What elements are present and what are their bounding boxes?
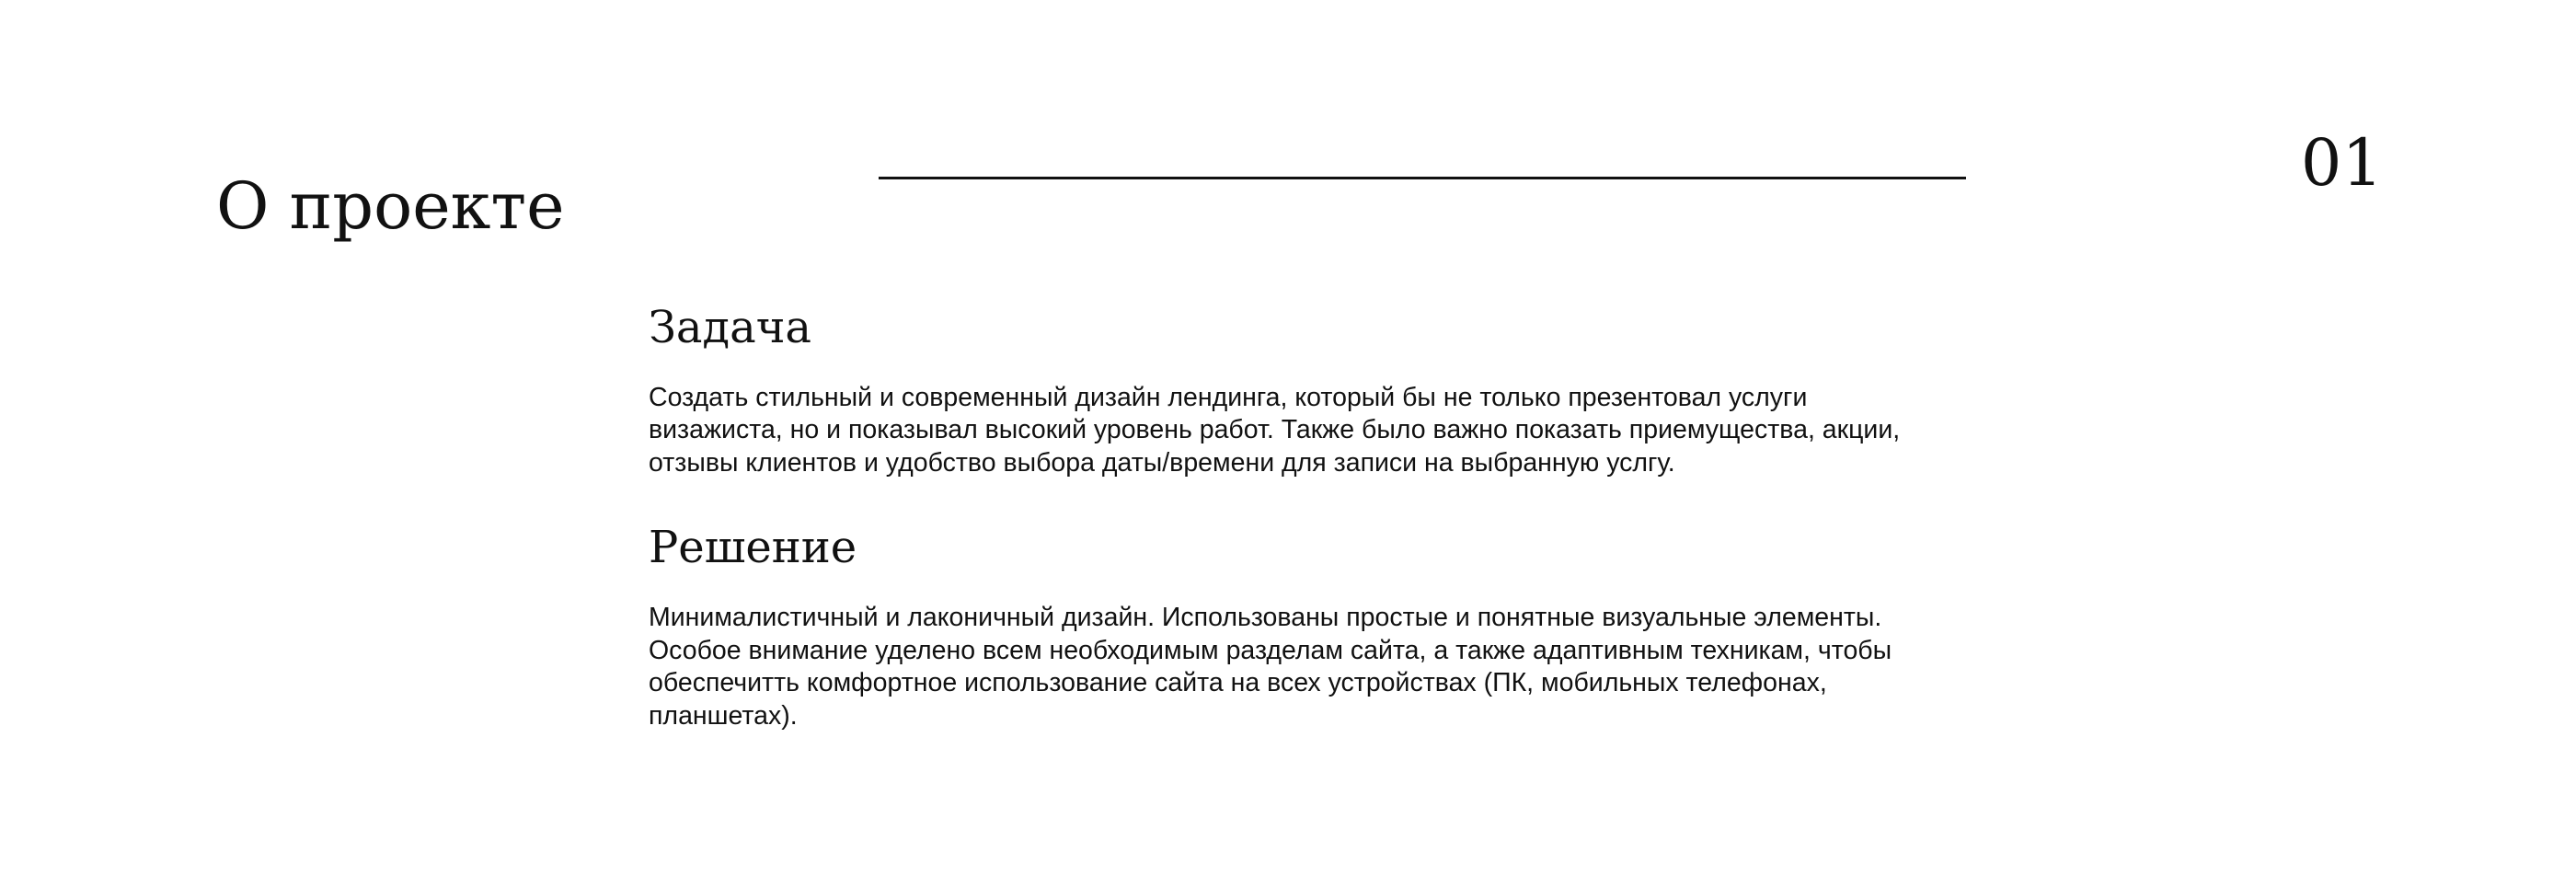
project-description	[649, 304, 1918, 732]
page-title: О проекте	[216, 167, 565, 244]
section-number: 01	[2300, 125, 2383, 201]
task-text: Создать стильный и современный дизайн лендинга, который бы не только презентовал услуги визажиста, но и показывал высокий уровень работ. Также было важно показать приемущества, акции, отзывы клиентов и удобство выбора даты/времени для записи на выбранную услгу.	[649, 382, 1901, 478]
solution-section	[649, 524, 1918, 732]
solution-heading: Решение	[649, 522, 857, 574]
task-section	[649, 304, 1918, 479]
task-heading: Задача	[649, 302, 812, 353]
solution-text: Минималистичный и лаконичный дизайн. Использованы простые и понятные визуальные элементы. Особое внимание уделено всем необходимым разделам сайта, а также адаптивным техникам, чтобы обеспечитть комфортное использование сайта на всех устройствах (ПК, мобильных телефонах, планшетах).	[649, 603, 1892, 731]
header-divider	[879, 177, 1966, 179]
